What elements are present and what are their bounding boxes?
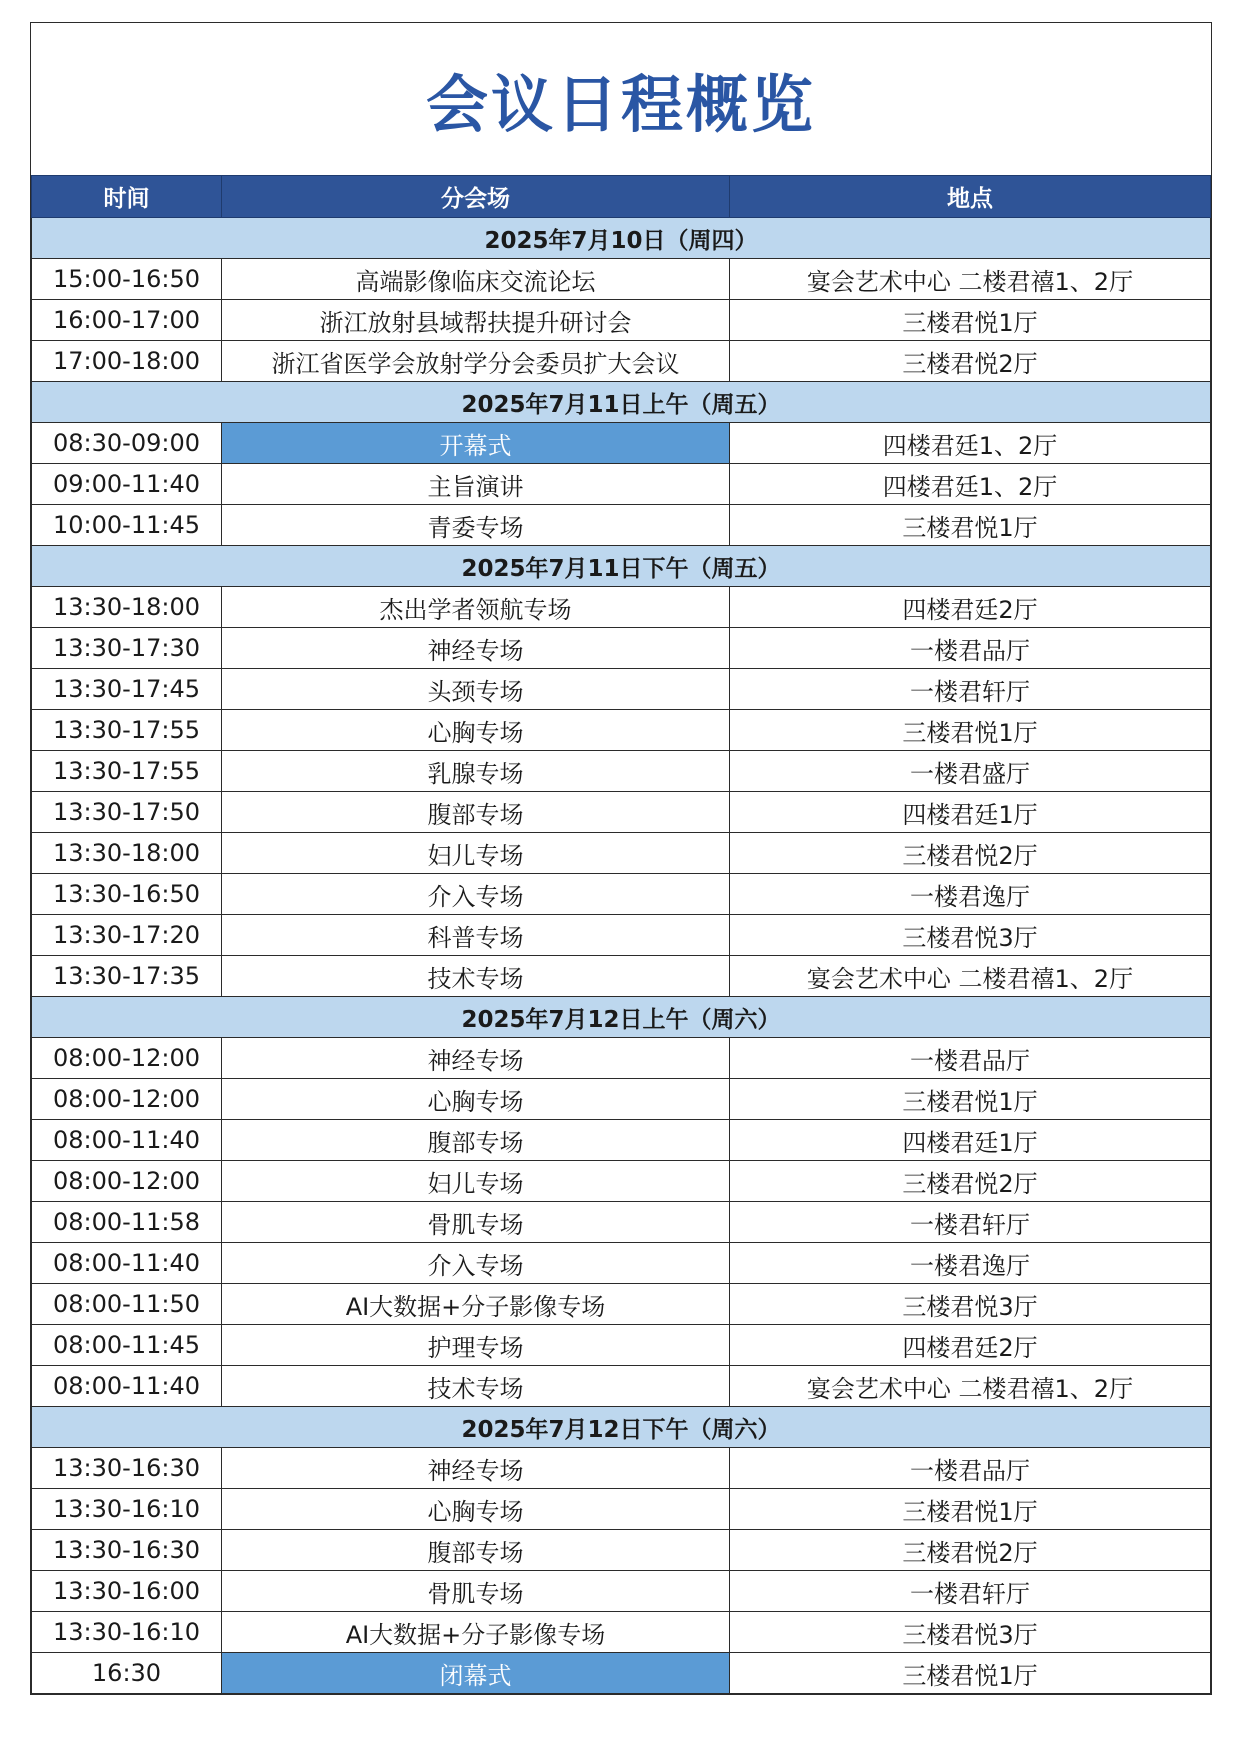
session-name: 神经专场 xyxy=(222,628,730,669)
session-row xyxy=(32,1120,1211,1161)
session-time: 17:00-18:00 xyxy=(32,341,222,382)
session-row xyxy=(32,423,1211,464)
session-row xyxy=(32,1202,1211,1243)
session-time: 13:30-17:55 xyxy=(32,710,222,751)
session-name: 乳腺专场 xyxy=(222,751,730,792)
session-name: 技术专场 xyxy=(222,956,730,997)
session-location: 四楼君廷1厅 xyxy=(730,1120,1211,1161)
session-time: 08:00-12:00 xyxy=(32,1161,222,1202)
session-row xyxy=(32,259,1211,300)
session-row xyxy=(32,505,1211,546)
session-name: 技术专场 xyxy=(222,1366,730,1407)
session-location: 一楼君逸厅 xyxy=(730,1243,1211,1284)
session-location: 一楼君品厅 xyxy=(730,1038,1211,1079)
session-time: 08:00-11:50 xyxy=(32,1284,222,1325)
session-location: 宴会艺术中心 二楼君禧1、2厅 xyxy=(730,259,1211,300)
session-name: 青委专场 xyxy=(222,505,730,546)
session-name: 主旨演讲 xyxy=(222,464,730,505)
session-time: 13:30-17:55 xyxy=(32,751,222,792)
session-name: 心胸专场 xyxy=(222,1489,730,1530)
session-row xyxy=(32,874,1211,915)
session-location: 一楼君品厅 xyxy=(730,1448,1211,1489)
session-location: 三楼君悦3厅 xyxy=(730,1612,1211,1653)
session-location: 一楼君轩厅 xyxy=(730,1202,1211,1243)
session-time: 13:30-17:45 xyxy=(32,669,222,710)
session-name: 心胸专场 xyxy=(222,1079,730,1120)
day-label: 2025年7月11日下午（周五） xyxy=(32,546,1211,587)
session-row xyxy=(32,833,1211,874)
session-time: 16:00-17:00 xyxy=(32,300,222,341)
session-row xyxy=(32,1448,1211,1489)
session-row xyxy=(32,587,1211,628)
session-name: 腹部专场 xyxy=(222,792,730,833)
session-row xyxy=(32,1038,1211,1079)
session-time: 08:00-12:00 xyxy=(32,1038,222,1079)
header-row xyxy=(32,176,1211,218)
day-header-row xyxy=(32,382,1211,423)
session-row xyxy=(32,1366,1211,1407)
session-location: 一楼君品厅 xyxy=(730,628,1211,669)
session-name: 神经专场 xyxy=(222,1448,730,1489)
session-location: 一楼君逸厅 xyxy=(730,874,1211,915)
session-time: 15:00-16:50 xyxy=(32,259,222,300)
session-name: 骨肌专场 xyxy=(222,1202,730,1243)
session-row xyxy=(32,710,1211,751)
session-time: 09:00-11:40 xyxy=(32,464,222,505)
session-time: 08:00-11:58 xyxy=(32,1202,222,1243)
session-row xyxy=(32,1530,1211,1571)
session-time: 08:00-12:00 xyxy=(32,1079,222,1120)
day-label: 2025年7月10日（周四） xyxy=(32,218,1211,259)
session-location: 三楼君悦1厅 xyxy=(730,1653,1211,1694)
session-time: 13:30-16:30 xyxy=(32,1530,222,1571)
session-location: 一楼君轩厅 xyxy=(730,669,1211,710)
session-row xyxy=(32,628,1211,669)
session-row xyxy=(32,341,1211,382)
session-location: 三楼君悦2厅 xyxy=(730,833,1211,874)
day-header-row xyxy=(32,1407,1211,1448)
session-time: 10:00-11:45 xyxy=(32,505,222,546)
session-time: 08:00-11:40 xyxy=(32,1366,222,1407)
session-location: 四楼君廷2厅 xyxy=(730,587,1211,628)
session-location: 三楼君悦1厅 xyxy=(730,1489,1211,1530)
session-row xyxy=(32,1161,1211,1202)
session-location: 三楼君悦2厅 xyxy=(730,1530,1211,1571)
session-time: 13:30-18:00 xyxy=(32,587,222,628)
session-location: 三楼君悦3厅 xyxy=(730,915,1211,956)
session-name: AI大数据+分子影像专场 xyxy=(222,1284,730,1325)
session-name: 心胸专场 xyxy=(222,710,730,751)
session-time: 13:30-17:35 xyxy=(32,956,222,997)
session-location: 三楼君悦1厅 xyxy=(730,710,1211,751)
session-row xyxy=(32,1284,1211,1325)
session-time: 13:30-16:30 xyxy=(32,1448,222,1489)
page-title: 会议日程概览 xyxy=(425,67,816,141)
session-row xyxy=(32,956,1211,997)
day-header-row xyxy=(32,546,1211,587)
session-time: 08:00-11:45 xyxy=(32,1325,222,1366)
session-name: AI大数据+分子影像专场 xyxy=(222,1612,730,1653)
session-location: 四楼君廷1厅 xyxy=(730,792,1211,833)
session-row xyxy=(32,669,1211,710)
schedule-sheet xyxy=(30,22,1212,1695)
header-session: 分会场 xyxy=(222,176,730,218)
session-row xyxy=(32,1653,1211,1694)
session-name: 浙江省医学会放射学分会委员扩大会议 xyxy=(222,341,730,382)
session-time: 13:30-16:50 xyxy=(32,874,222,915)
header-location: 地点 xyxy=(730,176,1211,218)
session-location: 一楼君盛厅 xyxy=(730,751,1211,792)
session-time: 13:30-16:10 xyxy=(32,1612,222,1653)
session-name: 妇儿专场 xyxy=(222,1161,730,1202)
schedule-body xyxy=(32,218,1211,1694)
session-location: 四楼君廷1、2厅 xyxy=(730,423,1211,464)
session-row xyxy=(32,1243,1211,1284)
session-name: 科普专场 xyxy=(222,915,730,956)
session-name: 浙江放射县域帮扶提升研讨会 xyxy=(222,300,730,341)
session-location: 三楼君悦2厅 xyxy=(730,341,1211,382)
session-name: 高端影像临床交流论坛 xyxy=(222,259,730,300)
session-row xyxy=(32,1325,1211,1366)
session-time: 16:30 xyxy=(32,1653,222,1694)
session-time: 13:30-16:10 xyxy=(32,1489,222,1530)
session-time: 13:30-18:00 xyxy=(32,833,222,874)
session-location: 三楼君悦1厅 xyxy=(730,505,1211,546)
session-row xyxy=(32,1571,1211,1612)
session-name: 闭幕式 xyxy=(222,1653,730,1694)
session-name: 护理专场 xyxy=(222,1325,730,1366)
session-location: 宴会艺术中心 二楼君禧1、2厅 xyxy=(730,956,1211,997)
schedule-table xyxy=(31,175,1211,1694)
session-time: 13:30-17:30 xyxy=(32,628,222,669)
session-name: 腹部专场 xyxy=(222,1120,730,1161)
session-name: 介入专场 xyxy=(222,1243,730,1284)
session-location: 三楼君悦1厅 xyxy=(730,1079,1211,1120)
session-name: 妇儿专场 xyxy=(222,833,730,874)
session-name: 头颈专场 xyxy=(222,669,730,710)
session-time: 13:30-17:50 xyxy=(32,792,222,833)
session-row xyxy=(32,1612,1211,1653)
session-row xyxy=(32,792,1211,833)
session-row xyxy=(32,915,1211,956)
session-name: 介入专场 xyxy=(222,874,730,915)
session-row xyxy=(32,1079,1211,1120)
session-location: 四楼君廷1、2厅 xyxy=(730,464,1211,505)
session-time: 08:00-11:40 xyxy=(32,1120,222,1161)
session-row xyxy=(32,300,1211,341)
session-row xyxy=(32,751,1211,792)
session-location: 三楼君悦3厅 xyxy=(730,1284,1211,1325)
session-name: 开幕式 xyxy=(222,423,730,464)
session-row xyxy=(32,1489,1211,1530)
session-name: 杰出学者领航专场 xyxy=(222,587,730,628)
header-time: 时间 xyxy=(32,176,222,218)
session-location: 三楼君悦1厅 xyxy=(730,300,1211,341)
session-location: 一楼君轩厅 xyxy=(730,1571,1211,1612)
session-time: 13:30-17:20 xyxy=(32,915,222,956)
session-name: 神经专场 xyxy=(222,1038,730,1079)
session-row xyxy=(32,464,1211,505)
day-label: 2025年7月12日下午（周六） xyxy=(32,1407,1211,1448)
session-name: 腹部专场 xyxy=(222,1530,730,1571)
session-name: 骨肌专场 xyxy=(222,1571,730,1612)
day-header-row xyxy=(32,997,1211,1038)
session-location: 宴会艺术中心 二楼君禧1、2厅 xyxy=(730,1366,1211,1407)
session-location: 四楼君廷2厅 xyxy=(730,1325,1211,1366)
day-header-row xyxy=(32,218,1211,259)
session-time: 08:00-11:40 xyxy=(32,1243,222,1284)
session-time: 13:30-16:00 xyxy=(32,1571,222,1612)
session-time: 08:30-09:00 xyxy=(32,423,222,464)
day-label: 2025年7月11日上午（周五） xyxy=(32,382,1211,423)
day-label: 2025年7月12日上午（周六） xyxy=(32,997,1211,1038)
session-location: 三楼君悦2厅 xyxy=(730,1161,1211,1202)
